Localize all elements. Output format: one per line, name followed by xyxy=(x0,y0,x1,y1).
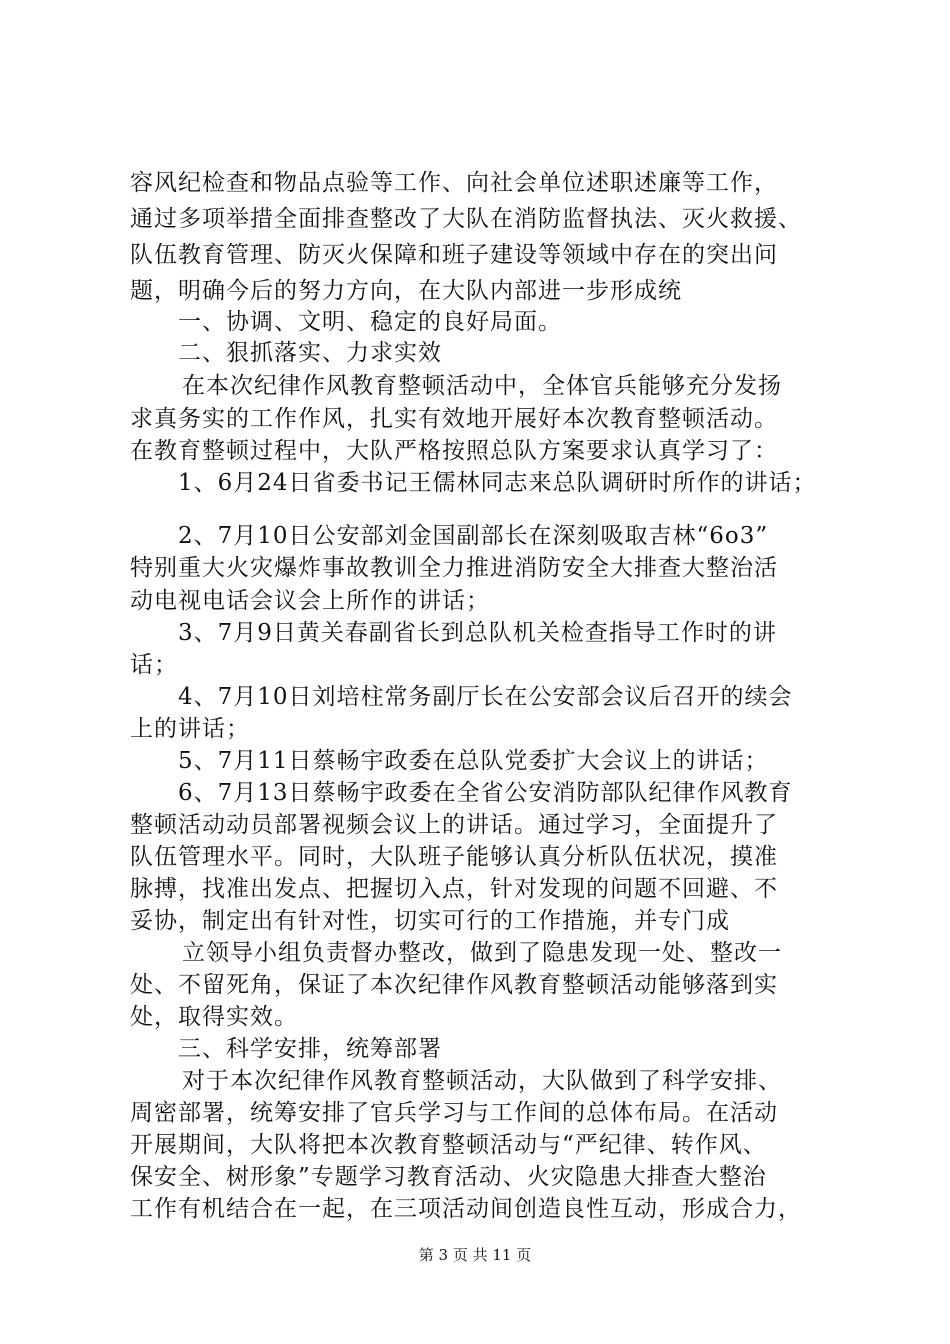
text-line: 在教育整顿过程中，大队严格按照总队方案要求认真学习了： xyxy=(130,438,778,464)
text-line: 队伍教育管理、防灭火保障和班子建设等领域中存在的突出问 xyxy=(130,242,778,268)
text-line: 队伍管理水平。同时，大队班子能够认真分析队伍状况，摸准 xyxy=(130,844,778,870)
page-number-footer: 第 3 页 共 11 页 xyxy=(418,1246,532,1264)
text-line: 题，明确今后的努力方向，在大队内部进一步形成统 xyxy=(130,278,682,304)
text-line: 处，取得实效。 xyxy=(130,1004,298,1030)
text-line: 动电视电话会议会上所作的讲话； xyxy=(130,588,490,614)
text-line: 开展期间，大队将把本次教育整顿活动与“严纪律、转作风、 xyxy=(130,1132,767,1158)
text-line: 容风纪检查和物品点验等工作、向社会单位述职述廉等工作， xyxy=(130,170,778,196)
text-line: 通过多项举措全面排查整改了大队在消防监督执法、灭火救援、 xyxy=(130,206,802,232)
text-line: 周密部署，统筹安排了官兵学习与工作间的总体布局。在活动 xyxy=(130,1100,778,1126)
section-heading: 三、科学安排，统筹部署 xyxy=(178,1036,442,1062)
list-item: 1、6月24日省委书记王儒林同志来总队调研时所作的讲话； xyxy=(178,470,817,496)
text-line: 对于本次纪律作风教育整顿活动，大队做到了科学安排、 xyxy=(182,1068,782,1094)
text-line: 在本次纪律作风教育整顿活动中，全体官兵能够充分发扬 xyxy=(182,373,782,399)
text-line: 上的讲话； xyxy=(130,716,250,742)
text-line: 话； xyxy=(130,652,178,678)
text-line: 整顿活动动员部署视频会议上的讲话。通过学习，全面提升了 xyxy=(130,812,778,838)
text-line: 脉搏，找准出发点、把握切入点，针对发现的问题不回避、不 xyxy=(130,876,778,902)
text-line: 保安全、树形象”专题学习教育活动、火灾隐患大排查大整治 xyxy=(130,1164,767,1190)
list-item: 5、7月11日蔡畅宇政委在总队党委扩大会议上的讲话； xyxy=(178,748,769,774)
list-item: 2、7月10日公安部刘金国副部长在深刻吸取吉林“6o3” xyxy=(178,523,769,549)
text-line: 工作有机结合在一起，在三项活动间创造良性互动，形成合力， xyxy=(130,1196,802,1222)
text-line: 特别重大火灾爆炸事故教训全力推进消防安全大排查大整治活 xyxy=(130,555,778,581)
text-line: 妥协，制定出有针对性，切实可行的工作措施，并专门成 xyxy=(130,908,730,934)
text-line: 求真务实的工作作风，扎实有效地开展好本次教育整顿活动。 xyxy=(130,406,778,432)
text-line: 一、协调、文明、稳定的良好局面。 xyxy=(178,309,562,335)
list-item: 4、7月10日刘培柱常务副厅长在公安部会议后召开的续会 xyxy=(178,684,793,710)
list-item: 6、7月13日蔡畅宇政委在全省公安消防部队纪律作风教育 xyxy=(178,780,793,806)
list-item: 3、7月9日黄关春副省长到总队机关检查指导工作时的讲 xyxy=(178,620,777,646)
text-line: 立领导小组负责督办整改，做到了隐患发现一处、整改一 xyxy=(182,940,782,966)
section-heading: 二、狠抓落实、力求实效 xyxy=(178,340,442,366)
text-line: 处、不留死角，保证了本次纪律作风教育整顿活动能够落到实 xyxy=(130,972,778,998)
